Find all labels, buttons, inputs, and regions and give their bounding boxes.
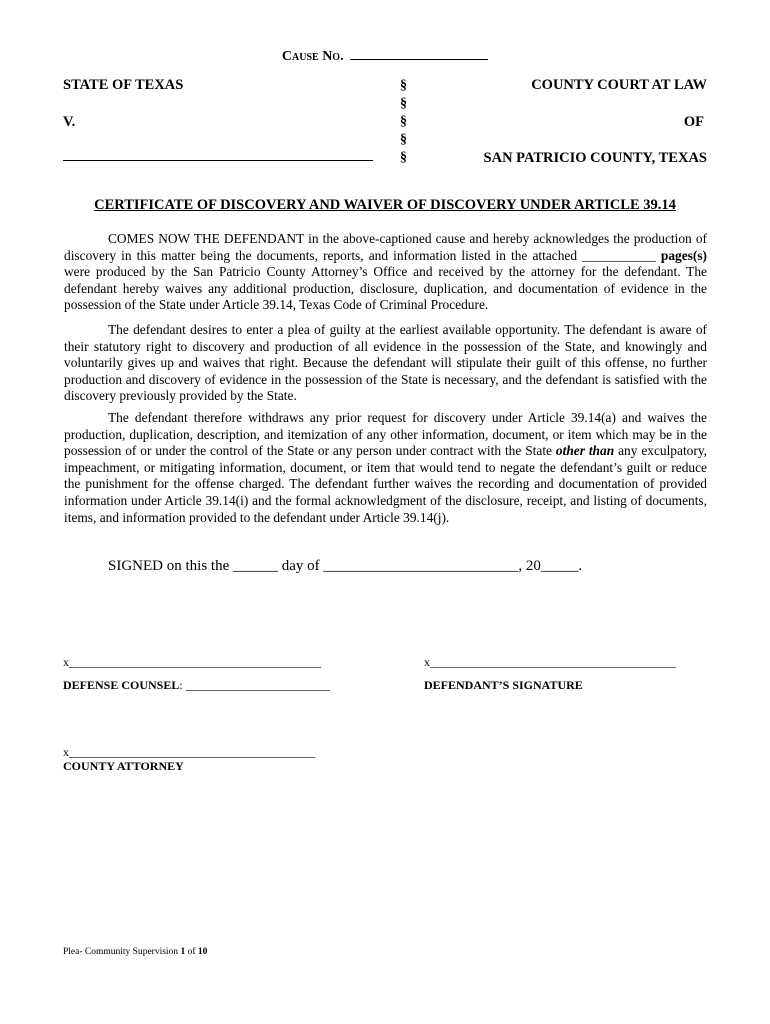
paragraph-acknowledgement [64,231,707,314]
defendant-signature-line: x_________________________________________ [424,655,676,669]
cause-number [0,47,770,65]
defense-counsel-label-text: DEFENSE COUNSEL [63,678,180,692]
footer-of: of [185,947,198,957]
county-attorney-label: COUNTY ATTORNEY [63,759,184,773]
section-symbol: § [400,132,407,147]
defense-counsel-signature-line: x__________________________________________ [63,655,321,669]
signed-date-line: SIGNED on this the ______ day of __________________________, 20_____. [108,558,583,574]
caption-versus: V. [63,114,76,130]
caption-of: OF [683,114,704,130]
caption-state: STATE OF TEXAS [63,77,184,93]
pages-bold-text: pages(s) [660,247,707,263]
section-symbol: § [400,150,407,165]
paragraph-text: COMES NOW THE DEFENDANT in the above-captioned cause and hereby acknowledges the production of discovery in this matter being the documents, reports, and information listed in the attached ___________ [64,231,707,263]
other-than-emphasis: other than [555,443,615,459]
footer-text: Plea- Community Supervision [63,947,181,957]
page-total: 10 [197,947,208,957]
cause-number-label: Cause No. [281,49,344,64]
document-title: CERTIFICATE OF DISCOVERY AND WAIVER OF DISCOVERY UNDER ARTICLE 39.14 [94,197,676,213]
page-number: 1 [180,947,186,957]
section-symbol: § [400,96,407,111]
paragraph-guilty-plea: The defendant desires to enter a plea of guilty at the earliest available opportunity. The defendant is aware of their statutory right to discovery and production of all evidence in the possession of the State, and knowingly and voluntarily gives up and waives that right. Because the defendant will stipulate their guilt of this offense, no further production and discovery of evidence in the possession of the State is necessary, and the defendant is satisfied with the discovery previously provided by the State. [64,322,707,404]
paragraph-text: were produced by the San Patricio County Attorney’s Office and received by the attorney for the defendant. The defendant hereby waives any additional production, disclosure, duplication, and documentation of evidence in the possession of the State under Article 39.14, Texas Code of Criminal Procedure. [64,264,707,313]
section-symbol: § [400,114,407,129]
paragraph-withdrawal [64,410,707,526]
county-attorney-signature-line: x_________________________________________ [63,745,315,759]
paragraph-text: any exculpatory, impeachment, or mitigating information, document, or item that would tend to negate the defendant’s guilt or reduce the punishment for the offense charged. The defendant further waives the recording and documentation of provided information under Article 39.14(i) and the formal acknowledgment of the disclosure, receipt, and listing of documents, items, and information provided to the defendant under Article 39.14(j). [64,443,707,525]
section-symbol: § [400,78,407,93]
caption-court: COUNTY COURT AT LAW [531,77,707,93]
page-footer [63,947,207,957]
caption-county: SAN PATRICIO COUNTY, TEXAS [483,150,707,166]
paragraph-text: The defendant therefore withdraws any prior request for discovery under Article 39.14(a) and waives the production, duplication, description, and itemization of any other information, document, or item which may be in the possession of or under the control of the State or any person under contract with the State [64,410,707,459]
defendant-signature-label: DEFENDANT’S SIGNATURE [424,678,583,692]
defense-counsel-name-blank: : ________________________ [179,678,330,692]
defense-counsel-label [63,678,330,693]
cause-number-blank [350,47,488,60]
defendant-name-blank [63,160,373,161]
